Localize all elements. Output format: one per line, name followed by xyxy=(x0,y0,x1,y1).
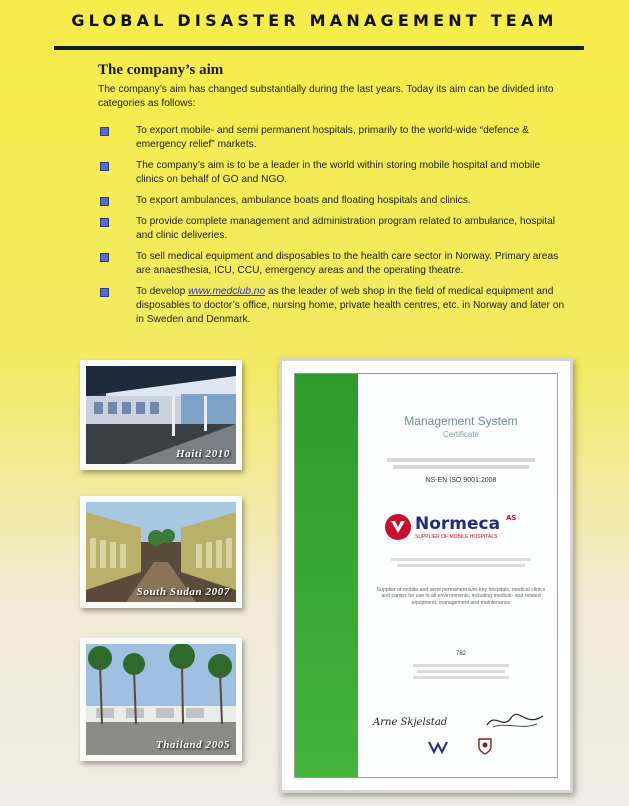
photo-south-sudan xyxy=(80,496,242,608)
certificate-subtitle: Certificate xyxy=(442,430,479,439)
square-bullet-icon xyxy=(100,197,109,206)
certificate-description: Supplier of mobile and semi permanent turn-key hospitals, medical clinics and camps for use in all environments, including medical- and related equipment, management and maintenance xyxy=(376,587,546,606)
photo-caption: Haiti 2010 xyxy=(176,448,230,460)
iso-certificate xyxy=(279,358,573,793)
certificate-number: 782 xyxy=(455,651,466,657)
certificate-standard: NS-EN ISO 9001:2008 xyxy=(425,477,497,484)
normeca-logo-block xyxy=(385,514,545,542)
company-tagline: SUPPLIER OF MOBILE HOSPITALS xyxy=(415,534,498,540)
list-item: To export ambulances, ambulance boats and floating hospitals and clinics. xyxy=(98,194,568,208)
photo-caption: Thailand 2005 xyxy=(155,739,230,751)
medclub-link[interactable]: www.medclub.no xyxy=(188,286,266,297)
certificate-title: Management System xyxy=(404,414,518,428)
company-name: Normeca $^{AS}$ xyxy=(415,514,517,534)
list-item: The company’s aim is to be a leader in the world within storing mobile hospital and mobile clinics on behalf of GO and NGO. xyxy=(98,159,568,187)
list-item: To develop www.medclub.no as the leader of web shop in the field of medical equipment and disposables to doctor’s office, nursing home, private health centres, etc. in Norway and later on in Sweden and Denmark. xyxy=(98,285,568,327)
certificate-scope-lines xyxy=(373,558,549,567)
photo-thailand xyxy=(80,638,242,761)
list-item: To export mobile- and semi permanent hospitals, primarily to the world-wide “defence & emergency relief” markets. xyxy=(98,124,568,152)
page-header-title: GLOBAL DISASTER MANAGEMENT TEAM xyxy=(71,11,558,30)
second-signature-icon xyxy=(485,710,545,732)
square-bullet-icon xyxy=(100,218,109,227)
square-bullet-icon xyxy=(100,127,109,136)
photo-caption: South Sudan 2007 xyxy=(136,586,230,598)
square-bullet-icon xyxy=(100,288,109,297)
section-intro: The company’s aim has changed substantially during the last years. Today its aim can be divided into categories as follows: xyxy=(98,84,554,109)
certificate-dates xyxy=(373,664,549,679)
normeca-logo-icon xyxy=(385,514,411,540)
accreditation-logo-icon xyxy=(427,740,449,754)
certificate-green-band xyxy=(295,374,358,777)
section-title: The company’s aim xyxy=(98,62,224,78)
signature: Arne Skjelstad xyxy=(373,717,448,728)
list-item: To sell medical equipment and disposables to the health care sector in Norway. Primary areas are anaesthesia, ICU, CCU, emergency areas and the operating theatre. xyxy=(98,250,568,278)
square-bullet-icon xyxy=(100,162,109,171)
list-item: To provide complete management and administration program related to ambulance, hospital and clinic deliveries. xyxy=(98,215,568,243)
certificate-fine-print xyxy=(373,458,549,469)
crest-icon xyxy=(477,737,493,755)
square-bullet-icon xyxy=(100,253,109,262)
photo-haiti xyxy=(80,360,242,470)
header-divider xyxy=(54,46,584,50)
aims-list xyxy=(98,124,568,327)
